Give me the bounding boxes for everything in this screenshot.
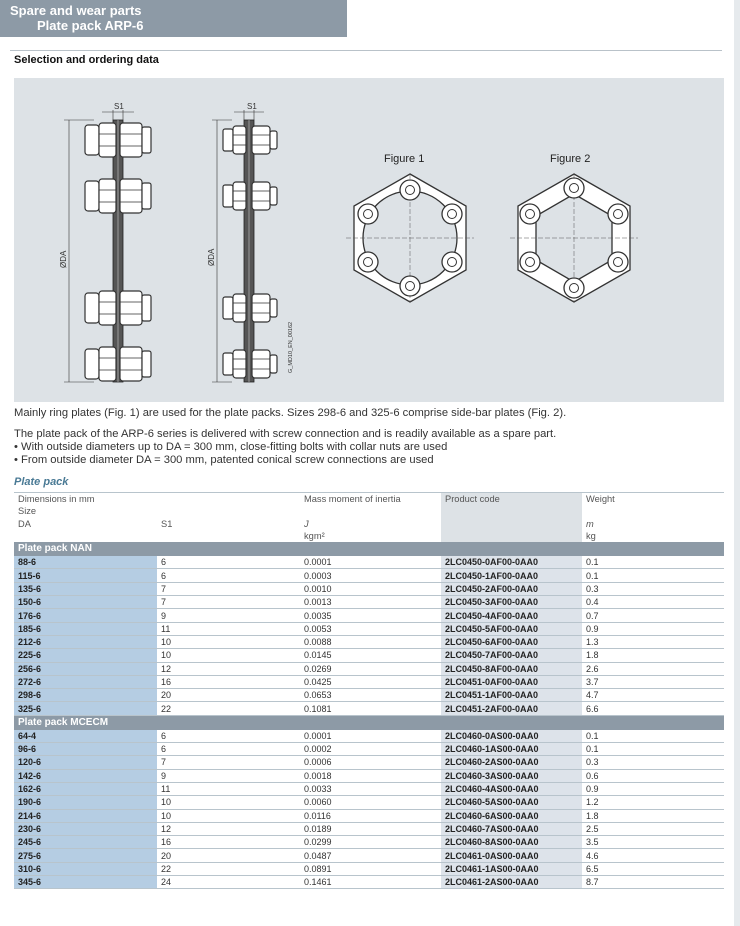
size-cell: 298-6 <box>14 689 157 702</box>
s1-cell: 24 <box>157 876 300 889</box>
product-code-cell: 2LC0450-3AF00-0AA0 <box>441 596 582 609</box>
weight-symbol: m <box>586 518 594 529</box>
group-title: Plate pack MCECM <box>14 715 724 730</box>
s1-cell: 16 <box>157 836 300 849</box>
header-row-1 <box>14 493 724 506</box>
size-cell: 190-6 <box>14 796 157 809</box>
weight-cell: 0.1 <box>582 743 724 756</box>
weight-unit: kg <box>586 531 596 542</box>
s1-cell: 22 <box>157 862 300 875</box>
size-cell: 325-6 <box>14 702 157 715</box>
table-row <box>14 675 724 688</box>
size-cell: 272-6 <box>14 675 157 688</box>
weight-cell: 8.7 <box>582 876 724 889</box>
product-code-cell: 2LC0461-1AS00-0AA0 <box>441 862 582 875</box>
header-row-4 <box>14 530 724 542</box>
technical-drawing <box>14 78 724 402</box>
s1-cell: 11 <box>157 622 300 635</box>
product-code-cell: 2LC0460-6AS00-0AA0 <box>441 809 582 822</box>
table-row <box>14 822 724 835</box>
mass-symbol: J <box>304 518 309 529</box>
weight-cell: 1.8 <box>582 809 724 822</box>
header-line2: Plate pack ARP-6 <box>37 18 144 33</box>
inertia-cell: 0.0653 <box>300 689 441 702</box>
product-code-cell: 2LC0451-2AF00-0AA0 <box>441 702 582 715</box>
table-row <box>14 609 724 622</box>
size-cell: 64-4 <box>14 730 157 743</box>
weight-cell: 6.5 <box>582 862 724 875</box>
product-code-cell: 2LC0450-6AF00-0AA0 <box>441 635 582 648</box>
inertia-cell: 0.0116 <box>300 809 441 822</box>
size-cell: 212-6 <box>14 635 157 648</box>
da-label-right: ØDA <box>207 248 216 266</box>
product-code-header: Product code <box>441 493 582 506</box>
table-row <box>14 743 724 756</box>
size-cell: 214-6 <box>14 809 157 822</box>
inertia-cell: 0.0891 <box>300 862 441 875</box>
s1-cell: 7 <box>157 756 300 769</box>
inertia-cell: 0.0088 <box>300 635 441 648</box>
s1-cell: 6 <box>157 730 300 743</box>
product-code-cell: 2LC0461-2AS00-0AA0 <box>441 876 582 889</box>
page-side-strip <box>734 0 740 926</box>
description-bullet1: • With outside diameters up to DA = 300 mm, close-fitting bolts with collar nuts are used <box>14 441 448 453</box>
weight-cell: 2.6 <box>582 662 724 675</box>
s1-cell: 9 <box>157 609 300 622</box>
table-title: Plate pack <box>14 476 69 488</box>
inertia-cell: 0.0010 <box>300 582 441 595</box>
table-row <box>14 796 724 809</box>
size-cell: 275-6 <box>14 849 157 862</box>
table-row <box>14 782 724 795</box>
product-code-cell: 2LC0451-0AF00-0AA0 <box>441 675 582 688</box>
weight-cell: 0.3 <box>582 756 724 769</box>
product-code-cell: 2LC0460-4AS00-0AA0 <box>441 782 582 795</box>
weight-cell: 1.3 <box>582 635 724 648</box>
table-row <box>14 596 724 609</box>
size-cell: 225-6 <box>14 649 157 662</box>
weight-cell: 2.5 <box>582 822 724 835</box>
s1-label-left: S1 <box>114 102 124 111</box>
product-code-cell: 2LC0450-8AF00-0AA0 <box>441 662 582 675</box>
header-row-2 <box>14 505 724 517</box>
inertia-cell: 0.0145 <box>300 649 441 662</box>
inertia-cell: 0.0002 <box>300 743 441 756</box>
table-row <box>14 756 724 769</box>
product-code-cell: 2LC0450-7AF00-0AA0 <box>441 649 582 662</box>
s1-cell: 22 <box>157 702 300 715</box>
product-code-cell: 2LC0460-7AS00-0AA0 <box>441 822 582 835</box>
description-line1: Mainly ring plates (Fig. 1) are used for the plate packs. Sizes 298-6 and 325-6 comprise side-bar plates (Fig. 2). <box>14 407 567 419</box>
s1-header: S1 <box>161 518 173 529</box>
table-row <box>14 622 724 635</box>
inertia-cell: 0.0013 <box>300 596 441 609</box>
weight-cell: 4.7 <box>582 689 724 702</box>
s1-label-right: S1 <box>247 102 257 111</box>
inertia-cell: 0.0060 <box>300 796 441 809</box>
figure-panel <box>14 78 724 402</box>
product-code-cell: 2LC0450-1AF00-0AA0 <box>441 569 582 582</box>
inertia-cell: 0.0035 <box>300 609 441 622</box>
size-cell: 185-6 <box>14 622 157 635</box>
size-cell: 345-6 <box>14 876 157 889</box>
weight-cell: 0.1 <box>582 569 724 582</box>
inertia-cell: 0.0487 <box>300 849 441 862</box>
description-bullet2: • From outside diameter DA = 300 mm, patented conical screw connections are used <box>14 454 434 466</box>
inertia-cell: 0.0425 <box>300 675 441 688</box>
bullet1-text: With outside diameters up to DA = 300 mm, close-fitting bolts with collar nuts are used <box>21 441 448 453</box>
weight-cell: 0.4 <box>582 596 724 609</box>
table-row <box>14 556 724 569</box>
table-row <box>14 662 724 675</box>
table-row <box>14 635 724 648</box>
inertia-cell: 0.0001 <box>300 556 441 569</box>
page-header <box>0 0 347 37</box>
s1-cell: 6 <box>157 743 300 756</box>
table-row <box>14 862 724 875</box>
figure2-side-bar-plate <box>510 174 638 302</box>
bullet2-text: From outside diameter DA = 300 mm, patented conical screw connections are used <box>21 454 434 466</box>
header-row-3 <box>14 518 724 530</box>
section-title: Selection and ordering data <box>14 54 159 66</box>
table-row <box>14 876 724 889</box>
figure2-label: Figure 2 <box>550 153 591 165</box>
product-code-cell: 2LC0450-4AF00-0AA0 <box>441 609 582 622</box>
table-row <box>14 582 724 595</box>
weight-cell: 6.6 <box>582 702 724 715</box>
product-code-cell: 2LC0450-0AF00-0AA0 <box>441 556 582 569</box>
figure1-ring-plate <box>346 174 474 302</box>
size-cell: 88-6 <box>14 556 157 569</box>
weight-cell: 0.3 <box>582 582 724 595</box>
product-code-cell: 2LC0461-0AS00-0AA0 <box>441 849 582 862</box>
weight-cell: 1.8 <box>582 649 724 662</box>
weight-cell: 0.9 <box>582 622 724 635</box>
inertia-cell: 0.0001 <box>300 730 441 743</box>
size-cell: 150-6 <box>14 596 157 609</box>
da-label-left: ØDA <box>59 250 68 268</box>
inertia-cell: 0.0053 <box>300 622 441 635</box>
product-code-cell: 2LC0460-0AS00-0AA0 <box>441 730 582 743</box>
s1-cell: 6 <box>157 556 300 569</box>
s1-cell: 16 <box>157 675 300 688</box>
weight-cell: 1.2 <box>582 796 724 809</box>
weight-cell: 3.7 <box>582 675 724 688</box>
size-cell: 96-6 <box>14 743 157 756</box>
weight-cell: 0.1 <box>582 556 724 569</box>
size-cell: 115-6 <box>14 569 157 582</box>
s1-cell: 6 <box>157 569 300 582</box>
figure1-label: Figure 1 <box>384 153 425 165</box>
s1-cell: 10 <box>157 649 300 662</box>
s1-cell: 7 <box>157 582 300 595</box>
inertia-cell: 0.0006 <box>300 756 441 769</box>
s1-cell: 20 <box>157 689 300 702</box>
group-header-row <box>14 542 724 556</box>
inertia-cell: 0.0018 <box>300 769 441 782</box>
s1-cell: 11 <box>157 782 300 795</box>
group-header-row <box>14 715 724 730</box>
product-code-cell: 2LC0451-1AF00-0AA0 <box>441 689 582 702</box>
inertia-cell: 0.1461 <box>300 876 441 889</box>
product-code-cell: 2LC0460-5AS00-0AA0 <box>441 796 582 809</box>
product-code-cell: 2LC0450-2AF00-0AA0 <box>441 582 582 595</box>
table-row <box>14 836 724 849</box>
size-cell: 230-6 <box>14 822 157 835</box>
table-row <box>14 689 724 702</box>
product-code-cell: 2LC0460-1AS00-0AA0 <box>441 743 582 756</box>
drawing-code: G_MD10_EN_00162 <box>288 321 294 373</box>
s1-cell: 10 <box>157 809 300 822</box>
table-row <box>14 730 724 743</box>
da-header: DA <box>18 518 31 529</box>
weight-cell: 0.1 <box>582 730 724 743</box>
weight-cell: 0.9 <box>582 782 724 795</box>
size-cell: 135-6 <box>14 582 157 595</box>
s1-cell: 10 <box>157 635 300 648</box>
inertia-cell: 0.0299 <box>300 836 441 849</box>
s1-cell: 7 <box>157 596 300 609</box>
size-cell: 142-6 <box>14 769 157 782</box>
description-line2: The plate pack of the ARP-6 series is delivered with screw connection and is readily available as a spare part. <box>14 428 557 440</box>
s1-cell: 12 <box>157 662 300 675</box>
table-row <box>14 809 724 822</box>
inertia-cell: 0.0189 <box>300 822 441 835</box>
s1-cell: 9 <box>157 769 300 782</box>
plate-pack-table <box>14 492 724 889</box>
size-cell: 310-6 <box>14 862 157 875</box>
size-header: Size <box>18 506 37 517</box>
table-row <box>14 702 724 715</box>
size-cell: 162-6 <box>14 782 157 795</box>
table-row <box>14 849 724 862</box>
weight-cell: 4.6 <box>582 849 724 862</box>
header-line1: Spare and wear parts <box>10 3 142 18</box>
s1-cell: 10 <box>157 796 300 809</box>
product-code-cell: 2LC0460-8AS00-0AA0 <box>441 836 582 849</box>
mass-header: Mass moment of inertia <box>300 493 441 506</box>
weight-header: Weight <box>582 493 724 506</box>
weight-cell: 3.5 <box>582 836 724 849</box>
inertia-cell: 0.0269 <box>300 662 441 675</box>
size-cell: 120-6 <box>14 756 157 769</box>
mass-unit: kgm² <box>304 531 325 542</box>
inertia-cell: 0.0003 <box>300 569 441 582</box>
size-cell: 176-6 <box>14 609 157 622</box>
section-divider <box>10 50 722 51</box>
table-row <box>14 769 724 782</box>
size-cell: 256-6 <box>14 662 157 675</box>
product-code-cell: 2LC0460-2AS00-0AA0 <box>441 756 582 769</box>
size-cell: 245-6 <box>14 836 157 849</box>
product-code-cell: 2LC0460-3AS00-0AA0 <box>441 769 582 782</box>
inertia-cell: 0.1081 <box>300 702 441 715</box>
table-row <box>14 649 724 662</box>
weight-cell: 0.6 <box>582 769 724 782</box>
s1-cell: 20 <box>157 849 300 862</box>
table-row <box>14 569 724 582</box>
dims-header: Dimensions in mm <box>14 493 300 506</box>
product-code-cell: 2LC0450-5AF00-0AA0 <box>441 622 582 635</box>
weight-cell: 0.7 <box>582 609 724 622</box>
group-title: Plate pack NAN <box>14 542 724 556</box>
inertia-cell: 0.0033 <box>300 782 441 795</box>
s1-cell: 12 <box>157 822 300 835</box>
